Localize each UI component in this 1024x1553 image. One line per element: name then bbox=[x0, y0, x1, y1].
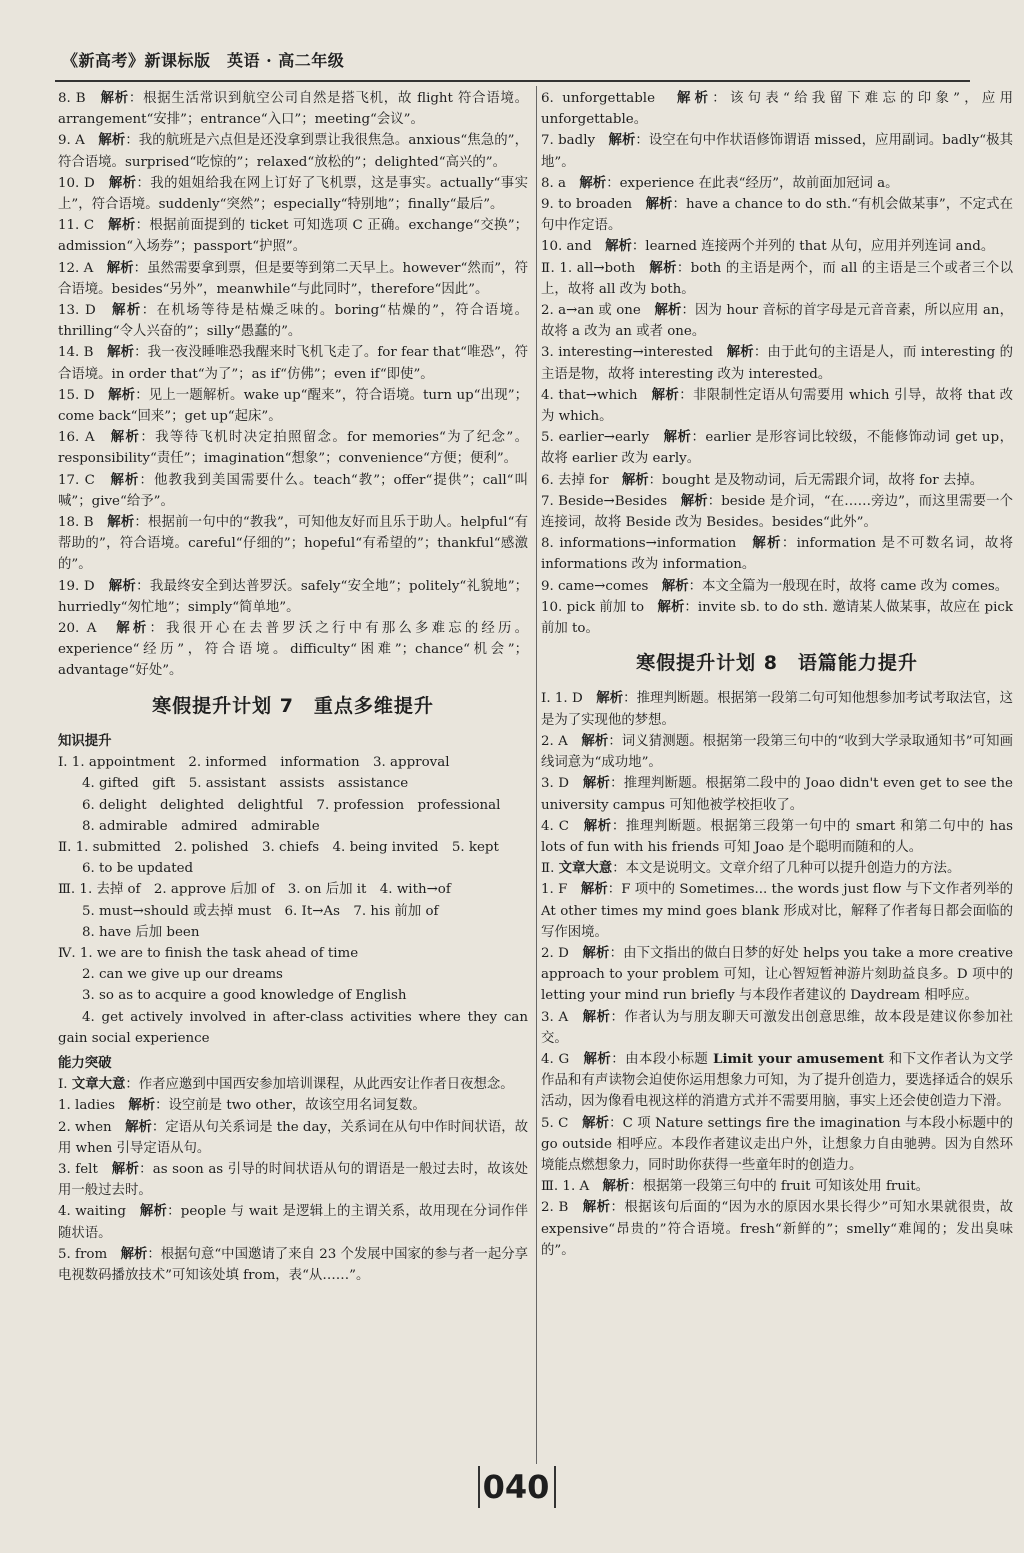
answer-item: Ⅱ. 文章大意：本文是说明文。文章介绍了几种可以提升创造力的方法。 bbox=[541, 860, 961, 877]
answer-item: 4. C 解析：推理判断题。根据第三段第一句中的 smart 和第二句中的 has lots of fun with his friends 可知 Joao 是个聪明而随和的人。 bbox=[541, 817, 1013, 855]
answer-item: 3. A 解析：作者认为与朋友聊天可激发出创意思维，故本段是建议你参加社交。 bbox=[541, 1008, 1014, 1046]
answer-item: Ⅲ. 1. A 解析：根据第一段第三句中的 fruit 可知该处用 fruit。 bbox=[541, 1178, 930, 1195]
knowledge-item: Ⅲ. 1. 去掉 of 2. approve 后加 of 3. on 后加 it 4. with→of bbox=[58, 882, 451, 898]
section-title-8: 寒假提升计划 8 语篇能力提升 bbox=[636, 652, 918, 675]
answer-item: 2. A 解析：词义猜测题。根据第一段第三句中的“收到大学录取通知书”可知画线词意为“成功地”。 bbox=[541, 732, 1013, 771]
answer-item: 2. a→an 或 one 解析：因为 hour 音标的首字母是元音音素，所以应用 an，故将 a 改为 an 或者 one。 bbox=[541, 302, 1013, 340]
answer-item: 6. 去掉 for 解析：bought 是及物动词，后无需跟介词，故将 for 去掉。 bbox=[541, 471, 984, 488]
answer-item: 17. C 解析：他教我到美国需要什么。teach“教”；offer“提供”；call“叫喊”；give“给予”。 bbox=[58, 471, 529, 509]
answer-item: 3. D 解析：推理判断题。根据第二段中的 Joao didn't even get to see the university campus 可知他被学校拒收了。 bbox=[541, 775, 1013, 813]
left-column bbox=[58, 88, 528, 1286]
answer-list-left-top bbox=[58, 88, 528, 682]
answer-item: 6. unforgettable 解析：该句表“给我留下难忘的印象”，应用 unforgettable。 bbox=[541, 90, 1013, 128]
knowledge-item: 2. can we give up our dreams bbox=[82, 967, 283, 983]
answer-item: 2. B 解析：根据该句后面的“因为水的原因水果长得少”可知水果就很贵，故 expensive“昂贵的”符合语境。fresh“新鲜的”；smelly“难闻的；发出臭味的”。 bbox=[541, 1199, 1013, 1258]
knowledge-item: 8. admirable admired admirable bbox=[82, 818, 320, 834]
answer-item: 20. A 解析：我很开心在去普罗沃之行中有那么多难忘的经历。experience“经历”，符合语境。difficulty“困难”；chance“机会”；advantage“好处”。 bbox=[58, 620, 529, 679]
right-column bbox=[541, 88, 1013, 1261]
answer-item: 8. a 解析：experience 在此表“经历”，故前面加冠词 a。 bbox=[541, 174, 899, 191]
column-divider bbox=[536, 86, 537, 1464]
answer-item: 12. A 解析：虽然需要拿到票，但是要等到第二天早上。however“然而”，符合语境。besides“另外”，meanwhile“与此同时”，therefore“因此”。 bbox=[58, 259, 529, 297]
knowledge-item: 4. gifted gift 5. assistant assists assistance bbox=[82, 776, 409, 792]
ability-item: 1. ladies 解析：设空前是 two other，故该空用名词复数。 bbox=[58, 1097, 426, 1114]
ability-answers bbox=[58, 1074, 528, 1286]
answer-item: 14. B 解析：我一夜没睡唯恐我醒来时飞机飞走了。for fear that“唯恐”，符合语境。in order that“为了”；as if“仿佛”；even if“即使”。 bbox=[58, 344, 528, 382]
answer-item: 5. C 解析：C 项 Nature settings fire the imagination 与本段小标题中的 go outside 相呼应。本段作者建议走出户外，让想象力自由驰骋。因为自然环境能点燃想象力，同时助你获得一些童年时的创造力。 bbox=[541, 1114, 1014, 1173]
knowledge-item: Ⅳ. 1. we are to finish the task ahead of time bbox=[58, 945, 359, 961]
answer-item: 10. and 解析：learned 连接两个并列的 that 从句，应用并列连词 and。 bbox=[541, 238, 995, 255]
answer-item: 4. G 解析：由本段小标题 Limit your amusement 和下文作者认为文学作品和有声读物会迫使你运用想象力可知，为了提升创造力，要选择适合的娱乐活动，因为像看电视这样的消遣方式并不需要用脑，事实上还会使创造力下滑。 bbox=[541, 1050, 1014, 1110]
answer-item: 7. badly 解析：设空在句中作状语修饰谓语 missed，应用副词。badly“极其地”。 bbox=[541, 132, 1013, 170]
answer-item: 19. D 解析：我最终安全到达普罗沃。safely“安全地”；politely“礼貌地”；hurriedly“匆忙地”；simply“简单地”。 bbox=[58, 577, 528, 615]
ability-item: 3. felt 解析：as soon as 引导的时间状语从句的谓语是一般过去时，故该处用一般过去时。 bbox=[58, 1160, 529, 1199]
answer-item: 15. D 解析：见上一题解析。wake up“醒来”，符合语境。turn up“出现”；come back“回来”；get up“起床”。 bbox=[58, 386, 528, 425]
answer-item: 11. C 解析：根据前面提到的 ticket 可知选项 C 正确。exchange“交换”；admission“入场券”；passport“护照”。 bbox=[58, 217, 529, 255]
knowledge-item: 6. delight delighted delightful 7. profession professional bbox=[82, 797, 501, 813]
answer-item: 8. informations→information 解析：information 是不可数名词，故将 informations 改为 information。 bbox=[541, 535, 1013, 573]
knowledge-item: 3. so as to acquire a good knowledge of English bbox=[82, 988, 407, 1004]
answer-item: Ⅱ. 1. all→both 解析：both 的主语是两个，而 all 的主语是三个或者三个以上，故将 all 改为 both。 bbox=[541, 259, 1013, 297]
answer-item: 16. A 解析：我等待飞机时决定拍照留念。for memories“为了纪念”。responsibility“责任”；imagination“想象”；convenience“方便；便利”。 bbox=[58, 429, 528, 467]
page-number: 040 bbox=[482, 1468, 550, 1506]
answer-item: 9. to broaden 解析：have a chance to do sth.“有机会做某事”，不定式在句中作定语。 bbox=[541, 196, 1014, 234]
page-number-bar-right bbox=[554, 1466, 556, 1508]
answer-item: 5. earlier→early 解析：earlier 是形容词比较级，不能修饰动词 get up，故将 earlier 改为 early。 bbox=[541, 429, 1014, 467]
answer-item: 18. B 解析：根据前一句中的“教我”，可知他友好而且乐于助人。helpful“有帮助的”，符合语境。careful“仔细的”；hopeful“有希望的”；thankful“感激的”。 bbox=[58, 514, 528, 573]
answer-item: 7. Beside→Besides 解析：beside 是介词，“在……旁边”，而这里需要一个连接词，故将 Beside 改为 Besides。besides“此外”。 bbox=[541, 492, 1013, 531]
answer-item: 9. A 解析：我的航班是六点但是还没拿到票让我很焦急。anxious“焦急的”，符合语境。surprised“吃惊的”；relaxed“放松的”；delighted“高兴的”。 bbox=[58, 132, 528, 170]
ability-item: 5. from 解析：根据句意“中国邀请了来自 23 个发展中国家的参与者一起分享电视数码播放技术”可知该处填 from，表“从……”。 bbox=[58, 1245, 529, 1283]
knowledge-answers bbox=[58, 752, 528, 1049]
ability-item: 4. waiting 解析：people 与 wait 是逻辑上的主谓关系，故用现在分词作伴随状语。 bbox=[58, 1203, 528, 1241]
answer-list-right-bottom bbox=[541, 688, 1013, 1260]
answer-item: 1. F 解析：F 项中的 Sometimes... the words just flow 与下文作者列举的 At other times my mind goes blank 形成对比，解释了作者每日都会面临的写作困境。 bbox=[541, 881, 1014, 940]
knowledge-item: 8. have 后加 been bbox=[82, 924, 200, 940]
section-title-7: 寒假提升计划 7 重点多维提升 bbox=[152, 694, 434, 717]
answer-item: 13. D 解析：在机场等待是枯燥乏味的。boring“枯燥的”，符合语境。thrilling“令人兴奋的”；silly“愚蠢的”。 bbox=[58, 302, 528, 340]
ability-item: 2. when 解析：定语从句关系词是 the day，关系词在从句中作时间状语，故用 when 引导定语从句。 bbox=[58, 1118, 529, 1156]
answer-item: 9. came→comes 解析：本文全篇为一般现在时，故将 came 改为 comes。 bbox=[541, 577, 1009, 594]
knowledge-item: 4. get actively involved in after-class activities where they can gain social experience bbox=[58, 1009, 528, 1046]
answer-item: 10. D 解析：我的姐姐给我在网上订好了飞机票，这是事实。actually“事实上”，符合语境。suddenly“突然”；especially“特别地”；finally“最后”。 bbox=[58, 174, 528, 213]
answer-item: 3. interesting→interested 解析：由于此句的主语是人，而 interesting 的主语是物，故将 interesting 改为 interested。 bbox=[541, 344, 1014, 382]
page-header: 《新高考》新课标版 英语 · 高二年级 bbox=[62, 51, 345, 70]
answer-item: 8. B 解析：根据生活常识到航空公司自然是搭飞机，故 flight 符合语境。arrangement“安排”；entrance“入口”；meeting“会议”。 bbox=[58, 90, 528, 128]
knowledge-item: 5. must→should 或去掉 must 6. It→As 7. his 前加 of bbox=[82, 903, 439, 919]
ability-item: Ⅰ. 文章大意：作者应邀到中国西安参加培训课程，从此西安让作者日夜想念。 bbox=[58, 1076, 514, 1093]
knowledge-item: 6. to be updated bbox=[82, 861, 194, 877]
answer-item: Ⅰ. 1. D 解析：推理判断题。根据第一段第二句可知他想参加考试考取法官，这是为了实现他的梦想。 bbox=[541, 690, 1014, 728]
answer-item: 4. that→which 解析：非限制性定语从句需要用 which 引导，故将 that 改为 which。 bbox=[541, 386, 1014, 425]
knowledge-title: 知识提升 bbox=[58, 733, 112, 749]
answer-item: 2. D 解析：由下文指出的做白日梦的好处 helps you take a more creative approach to your problem 可知，让心智短暂神游片刻助益良多。D 项中的 letting your mind run briefly 与本段作者建议的 Daydream 相呼应。 bbox=[541, 944, 1013, 1004]
knowledge-item: Ⅰ. 1. appointment 2. informed information 3. approval bbox=[58, 755, 450, 771]
answer-list-right-top bbox=[541, 88, 1013, 639]
answer-item: 10. pick 前加 to 解析：invite sb. to do sth. 邀请某人做某事，故应在 pick 前加 to。 bbox=[541, 598, 1013, 637]
header-rule bbox=[55, 80, 970, 82]
knowledge-item: Ⅱ. 1. submitted 2. polished 3. chiefs 4. being invited 5. kept bbox=[58, 839, 499, 855]
ability-title: 能力突破 bbox=[58, 1055, 112, 1071]
